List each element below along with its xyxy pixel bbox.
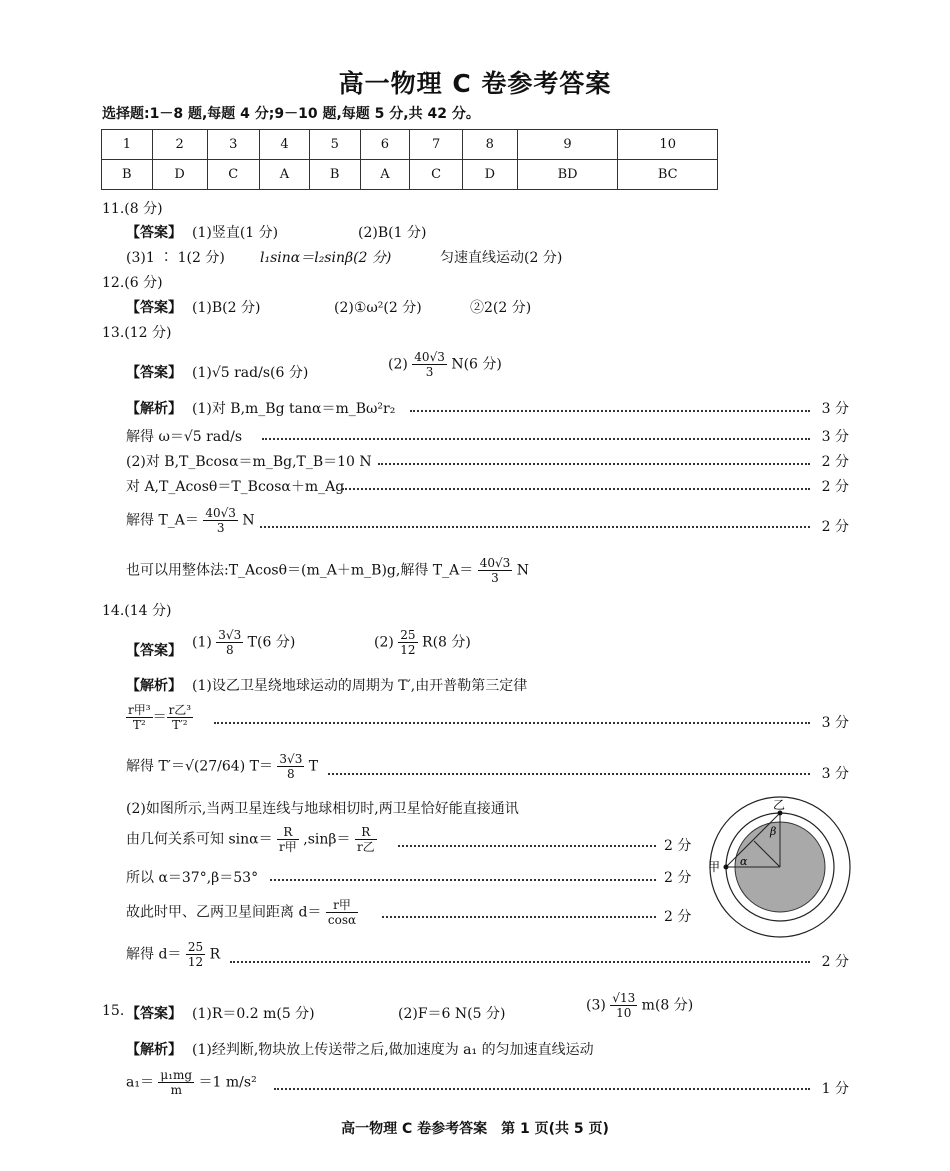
table-cell: BC: [618, 160, 718, 190]
score: 1 分: [821, 1081, 849, 1097]
score: 2 分: [821, 954, 849, 970]
page-footer: 高一物理 C 卷参考答案 第 1 页(共 5 页): [341, 1121, 609, 1137]
table-cell: A: [360, 160, 410, 190]
satellite-jia: [724, 865, 729, 870]
denominator: 12: [400, 643, 416, 657]
numerator: μ₁mg: [160, 1068, 193, 1082]
table-cell: A: [260, 160, 310, 190]
q11-a3c: 匀速直线运动(2 分): [440, 250, 563, 266]
label-alpha: α: [740, 855, 748, 868]
orbit-diagram: [690, 795, 860, 945]
answer-tag: 【答案】: [126, 300, 182, 316]
numerator: 40√3: [205, 506, 236, 520]
q13-a1: (1)√5 rad/s(6 分): [192, 365, 309, 381]
fraction: [398, 628, 417, 657]
text: (3): [586, 997, 606, 1014]
fraction: [610, 991, 637, 1020]
numerator: 3√3: [279, 752, 303, 766]
text: N: [242, 512, 255, 529]
denominator: m: [170, 1083, 182, 1097]
leader-dots: [214, 722, 810, 724]
numerator: r甲: [326, 898, 358, 913]
leader-dots: [398, 845, 656, 847]
answer-tag: 【答案】: [126, 225, 182, 241]
leader-dots: [262, 438, 810, 440]
leader-dots: [230, 961, 810, 963]
analysis-tag: 【解析】: [126, 401, 182, 417]
leader-dots: [270, 879, 656, 881]
text: R(8 分): [422, 634, 471, 651]
table-cell: 10: [618, 130, 718, 160]
score: 2 分: [821, 479, 849, 495]
score: 3 分: [821, 401, 849, 417]
table-cell: C: [410, 160, 463, 190]
fraction: [203, 506, 238, 535]
page-title: 高一物理 C 卷参考答案: [338, 69, 612, 98]
score: 2 分: [664, 909, 692, 925]
q14-s7: [126, 898, 358, 927]
text: 解得 T′＝√(27/64) T＝: [126, 758, 273, 775]
answer-tag: 【答案】: [126, 643, 182, 659]
denominator: r甲: [279, 840, 297, 854]
label-beta: β: [770, 825, 777, 838]
numerator: R: [355, 825, 377, 840]
score: 3 分: [821, 766, 849, 782]
leader-dots: [274, 1088, 810, 1090]
mc-answer-table: [101, 129, 718, 190]
q14-head: 14.(14 分): [102, 603, 172, 619]
denominator: r乙: [356, 840, 375, 854]
table-cell: D: [462, 160, 517, 190]
equals: ＝: [152, 709, 167, 726]
table-cell: 2: [152, 130, 207, 160]
q14-s8: [126, 940, 220, 969]
q14-s3: [126, 752, 318, 781]
table-cell: 4: [260, 130, 310, 160]
numerator: 40√3: [414, 350, 445, 364]
label-yi: 乙: [773, 798, 786, 812]
text: T: [308, 758, 319, 775]
numerator: 25: [400, 628, 416, 642]
leader-dots: [410, 410, 810, 412]
numerator: 40√3: [479, 556, 511, 570]
table-cell: 1: [102, 130, 153, 160]
text: (2): [388, 356, 408, 373]
denominator: T²: [132, 718, 146, 732]
text: (2): [374, 634, 394, 651]
leader-dots: [378, 463, 810, 465]
table-cell: 8: [462, 130, 517, 160]
text: (1): [192, 634, 212, 651]
score: 3 分: [821, 715, 849, 731]
text: 由几何关系可知 sinα＝: [126, 831, 273, 848]
table-cell: B: [309, 160, 360, 190]
table-cell: 5: [309, 130, 360, 160]
leader-dots: [382, 916, 656, 918]
q14-s4: (2)如图所示,当两卫星连线与地球相切时,两卫星恰好能直接通讯: [126, 801, 519, 817]
q14-s1: (1)设乙卫星绕地球运动的周期为 T′,由开普勒第三定律: [192, 678, 528, 694]
denominator: cosα: [327, 913, 357, 927]
denominator: 8: [225, 643, 234, 657]
text: 也可以用整体法:T_Acosθ＝(m_A＋m_B)g,解得 T_A＝: [126, 562, 474, 579]
q15-a2: (2)F＝6 N(5 分): [398, 1006, 506, 1022]
q13-s3: (2)对 B,T_Bcosα＝m_Bg,T_B＝10 N: [126, 454, 372, 470]
fraction: [167, 703, 194, 732]
denominator: 3: [216, 521, 225, 535]
text: R: [209, 946, 221, 963]
label-jia: 甲: [708, 860, 721, 874]
numerator: r甲³: [128, 703, 151, 717]
q13-s1: (1)对 B,m_Bg tanα＝m_Bω²r₂: [192, 401, 396, 417]
q13-head: 13.(12 分): [102, 325, 172, 341]
table-cell: BD: [517, 160, 618, 190]
q11-a1: (1)竖直(1 分): [192, 225, 279, 241]
leader-dots: [342, 488, 810, 490]
q15-s2: [126, 1068, 257, 1097]
q14-a2: [374, 628, 471, 657]
table-cell: 6: [360, 130, 410, 160]
text: T(6 分): [247, 634, 296, 651]
table-row-answers: [102, 160, 718, 190]
denominator: T′²: [172, 718, 188, 732]
numerator: 3√3: [218, 628, 242, 642]
q13-s6: [126, 556, 529, 585]
leader-dots: [260, 526, 810, 528]
denominator: 10: [616, 1006, 632, 1020]
denominator: 3: [425, 365, 434, 379]
fraction: [126, 703, 153, 732]
numerator: r乙³: [168, 703, 192, 717]
text: ,sinβ＝: [303, 831, 351, 848]
q12-a3: ②2(2 分): [470, 300, 532, 316]
q11-a3b: l₁sinα＝l₂sinβ(2 分): [260, 250, 392, 266]
text: ＝1 m/s²: [198, 1074, 257, 1091]
q15-a3: [586, 991, 693, 1020]
denominator: 12: [187, 955, 204, 969]
denominator: 3: [491, 571, 499, 585]
answer-tag: 【答案】: [126, 365, 182, 381]
text: 故此时甲、乙两卫星间距离 d＝: [126, 904, 322, 921]
q13-s2: 解得 ω＝√5 rad/s: [126, 429, 243, 445]
fraction: [277, 825, 299, 854]
table-cell: 7: [410, 130, 463, 160]
table-cell: D: [152, 160, 207, 190]
denominator: 8: [287, 767, 295, 781]
table-cell: 9: [517, 130, 618, 160]
text: 解得 T_A＝: [126, 512, 199, 529]
q14-s2: [126, 703, 193, 732]
table-cell: B: [102, 160, 153, 190]
q14-s5: [126, 825, 377, 854]
score: 2 分: [821, 519, 849, 535]
text: m(8 分): [641, 997, 694, 1014]
leader-dots: [328, 773, 810, 775]
fraction: [326, 898, 358, 927]
q14-s6: 所以 α＝37°,β＝53°: [126, 870, 259, 886]
text: N(6 分): [451, 356, 502, 373]
q14-a1: [192, 628, 295, 657]
mc-intro: 选择题:1－8 题,每题 4 分;9－10 题,每题 5 分,共 42 分。: [102, 106, 480, 122]
q12-a1: (1)B(2 分): [192, 300, 261, 316]
score: 2 分: [664, 870, 692, 886]
q12-a2: (2)①ω²(2 分): [334, 300, 422, 316]
table-cell: 3: [207, 130, 260, 160]
score: 3 分: [821, 429, 849, 445]
fraction: [186, 940, 205, 969]
q15-a1: (1)R＝0.2 m(5 分): [192, 1006, 315, 1022]
q13-s4: 对 A,T_Acosθ＝T_Bcosα＋m_Ag: [126, 479, 345, 495]
q11-a3a: (3)1 ∶ 1(2 分): [126, 250, 225, 266]
fraction: [216, 628, 243, 657]
table-cell: C: [207, 160, 260, 190]
q12-head: 12.(6 分): [102, 275, 163, 291]
answer-tag: 【答案】: [126, 1006, 182, 1022]
fraction: [478, 556, 513, 585]
q11-a2: (2)B(1 分): [358, 225, 427, 241]
fraction: [158, 1068, 194, 1097]
q13-s5: [126, 506, 255, 535]
numerator: √13: [612, 991, 636, 1005]
score: 2 分: [821, 454, 849, 470]
table-row-numbers: [102, 130, 718, 160]
analysis-tag: 【解析】: [126, 678, 182, 694]
q15-s1: (1)经判断,物块放上传送带之后,做加速度为 a₁ 的匀加速直线运动: [192, 1042, 594, 1058]
text: a₁＝: [126, 1074, 154, 1091]
fraction: [277, 752, 304, 781]
text: 解得 d＝: [126, 946, 182, 963]
fraction: [412, 350, 447, 379]
analysis-tag: 【解析】: [126, 1042, 182, 1058]
text: N: [516, 562, 529, 579]
numerator: R: [277, 825, 299, 840]
score: 2 分: [664, 838, 692, 854]
q11-head: 11.(8 分): [102, 201, 163, 217]
fraction: [355, 825, 377, 854]
q13-a2: [388, 350, 502, 379]
q15-head: 15.: [102, 1003, 125, 1019]
numerator: 25: [187, 940, 204, 954]
